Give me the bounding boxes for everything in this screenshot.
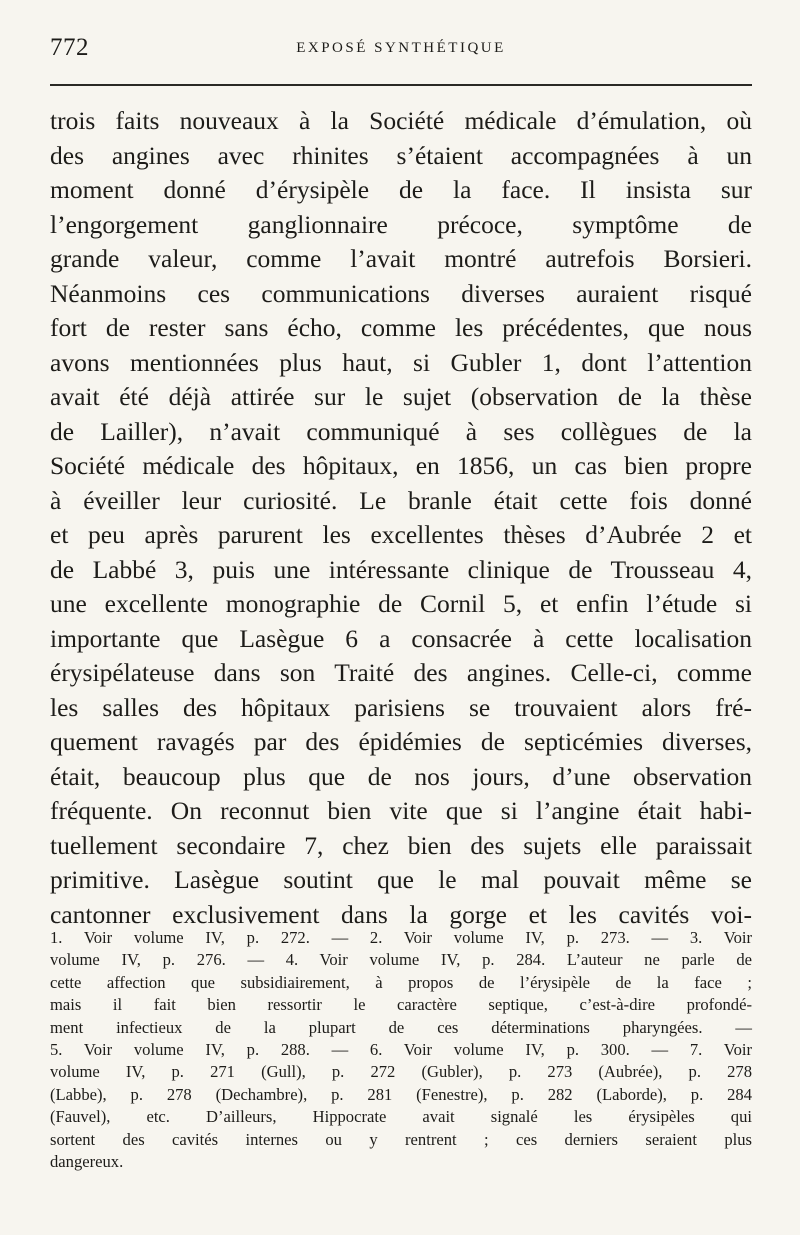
text-line: grande valeur, comme l’avait montré autrefois Borsieri. <box>50 244 752 273</box>
footnote-line: 5. Voir volume IV, p. 288. — 6. Voir volume IV, p. 300. — 7. Voir <box>50 1039 752 1059</box>
footnote-line: dangereux. <box>50 1151 124 1171</box>
footnotes <box>50 927 752 1173</box>
text-line: trois faits nouveaux à la Société médicale d’émulation, où <box>50 106 752 135</box>
text-line: les salles des hôpitaux parisiens se trouvaient alors fré- <box>50 692 752 722</box>
text-line: importante que Lasègue 6 a consacrée à cette localisation <box>50 623 752 653</box>
footnote-line: volume IV, p. 271 (Gull), p. 272 (Gubler), p. 273 (Aubrée), p. 278 <box>50 1062 752 1082</box>
text-line: primitive. Lasègue soutint que le mal pouvait même se <box>50 865 752 894</box>
footnote-line: ment infectieux de la plupart de ces déterminations pharyngées. — <box>50 1017 752 1037</box>
header-rule <box>50 84 752 86</box>
footnote-line: 1. Voir volume IV, p. 272. — 2. Voir volume IV, p. 273. — 3. Voir <box>50 928 752 947</box>
text-line: fort de rester sans écho, comme les précédentes, que nous <box>50 313 752 342</box>
text-line: quement ravagés par des épidémies de septicémies diverses, <box>50 727 752 756</box>
text-line: de Lailler), n’avait communiqué à ses collègues de la <box>50 416 752 446</box>
footnote-line: mais il fait bien ressortir le caractère septique, c’est-à-dire profondé- <box>50 995 752 1015</box>
text-line: de Labbé 3, puis une intéressante clinique de Trousseau 4, <box>50 554 752 584</box>
text-line: des angines avec rhinites s’étaient accompagnées à un <box>50 140 752 170</box>
running-title: EXPOSÉ SYNTHÉTIQUE <box>296 40 506 56</box>
text-line: fréquente. On reconnut bien vite que si l’angine était habi- <box>50 796 752 825</box>
footnote-line: cette affection que subsidiairement, à propos de l’érysipèle de la face ; <box>50 972 752 992</box>
text-line: cantonner exclusivement dans la gorge et les cavités voi- <box>50 899 752 929</box>
text-line: moment donné d’érysipèle de la face. Il insista sur <box>50 175 752 204</box>
body-text <box>50 104 752 932</box>
text-line: et peu après parurent les excellentes thèses d’Aubrée 2 et <box>50 520 752 549</box>
footnote-line: volume IV, p. 276. — 4. Voir volume IV, p. 284. L’auteur ne parle de <box>50 950 752 970</box>
text-line: une excellente monographie de Cornil 5, et enfin l’étude si <box>50 589 752 618</box>
text-line: érysipélateuse dans son Traité des angines. Celle-ci, comme <box>50 658 752 687</box>
footnote-line: sortent des cavités internes ou y rentrent ; ces derniers seraient plus <box>50 1129 752 1149</box>
text-line: Néanmoins ces communications diverses auraient risqué <box>50 278 752 308</box>
text-line: était, beaucoup plus que de nos jours, d’une observation <box>50 761 752 791</box>
text-line: avait été déjà attirée sur le sujet (observation de la thèse <box>50 382 752 411</box>
footnote-line: (Labbe), p. 278 (Dechambre), p. 281 (Fenestre), p. 282 (Laborde), p. 284 <box>50 1084 752 1104</box>
footnote-line: (Fauvel), etc. D’ailleurs, Hippocrate avait signalé les érysipèles qui <box>50 1107 752 1127</box>
page-header <box>50 34 752 64</box>
text-line: tuellement secondaire 7, chez bien des sujets elle paraissait <box>50 830 752 860</box>
text-line: l’engorgement ganglionnaire précoce, symptôme de <box>50 209 752 239</box>
page-number: 772 <box>50 34 89 61</box>
text-line: avons mentionnées plus haut, si Gubler 1, dont l’attention <box>50 347 752 377</box>
text-line: Société médicale des hôpitaux, en 1856, un cas bien propre <box>50 451 752 480</box>
text-line: à éveiller leur curiosité. Le branle était cette fois donné <box>50 485 752 515</box>
